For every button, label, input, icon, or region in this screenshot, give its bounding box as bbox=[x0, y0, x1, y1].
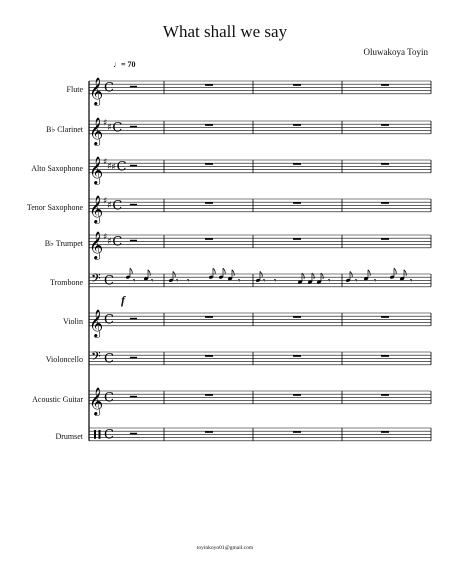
treble-clef-icon: 𝄞 bbox=[89, 308, 104, 337]
whole-rest-icon bbox=[381, 124, 389, 126]
whole-rest-icon bbox=[381, 163, 389, 165]
time-signature-icon: C bbox=[112, 198, 123, 214]
whole-rest-icon bbox=[205, 124, 213, 126]
half-rest-icon bbox=[130, 126, 137, 128]
eighth-rest-icon: 𝄾 bbox=[274, 276, 277, 287]
time-signature-icon: C bbox=[104, 390, 114, 406]
whole-rest-icon bbox=[381, 431, 389, 433]
dynamic-marking: f bbox=[121, 293, 125, 307]
time-signature-icon: C bbox=[116, 159, 127, 175]
half-rest-icon bbox=[130, 165, 137, 167]
whole-rest-icon bbox=[205, 84, 213, 86]
time-signature-icon: C bbox=[112, 120, 123, 136]
quarter-note-icon: ♩ bbox=[113, 60, 121, 69]
time-signature-icon: C bbox=[104, 351, 114, 367]
time-signature-icon: C bbox=[104, 312, 114, 328]
time-signature-icon: C bbox=[104, 273, 114, 289]
tempo-value: = 70 bbox=[121, 60, 136, 69]
staves-group bbox=[89, 77, 431, 443]
whole-rest-icon bbox=[381, 394, 389, 396]
treble-clef-icon: 𝄞 bbox=[89, 155, 104, 184]
treble-clef-icon: 𝄞 bbox=[89, 76, 104, 105]
composer-name: Oluwakoya Toyin bbox=[363, 47, 428, 57]
time-signature-icon: C bbox=[104, 427, 114, 443]
instrument-label-alto-sax: Alto Saxophone bbox=[31, 164, 83, 173]
eighth-rest-icon: 𝄾 bbox=[133, 276, 136, 287]
sharp-icon: ♯ bbox=[107, 200, 112, 211]
instrument-label-drumset: Drumset bbox=[55, 432, 83, 441]
score-title: What shall we say bbox=[162, 22, 288, 41]
eighth-rest-icon: 𝄾 bbox=[151, 276, 154, 287]
whole-rest-icon bbox=[205, 163, 213, 165]
percussion-clef-icon bbox=[99, 430, 101, 439]
whole-rest-icon bbox=[205, 355, 213, 357]
whole-rest-icon bbox=[293, 84, 301, 86]
eighth-rest-icon: 𝄾 bbox=[374, 276, 377, 287]
whole-rest-icon bbox=[293, 202, 301, 204]
whole-rest-icon bbox=[381, 238, 389, 240]
instrument-label-tenor-sax: Tenor Saxophone bbox=[26, 203, 83, 212]
percussion-clef-icon bbox=[94, 430, 96, 439]
whole-rest-icon bbox=[381, 355, 389, 357]
eighth-rest-icon: 𝄾 bbox=[355, 276, 358, 287]
eighth-rest-icon: 𝄾 bbox=[410, 276, 413, 287]
whole-rest-icon bbox=[293, 355, 301, 357]
whole-rest-icon bbox=[381, 202, 389, 204]
half-rest-icon bbox=[130, 240, 137, 242]
eighth-rest-icon: 𝄾 bbox=[263, 276, 266, 287]
bass-clef-icon: 𝄢 bbox=[91, 271, 101, 289]
instrument-label-flute: Flute bbox=[66, 85, 83, 94]
sharp-icon: ♯ bbox=[107, 161, 112, 172]
half-rest-icon bbox=[130, 86, 137, 88]
instrument-label-trombone: Trombone bbox=[49, 278, 83, 287]
sharp-icon: ♯ bbox=[103, 196, 108, 207]
time-signature-icon: C bbox=[104, 80, 114, 96]
treble-clef-icon: 𝄞 bbox=[89, 386, 104, 415]
half-rest-icon bbox=[130, 396, 137, 398]
sharp-icon: ♯ bbox=[103, 157, 108, 168]
bass-clef-icon: 𝄢 bbox=[91, 349, 101, 367]
whole-rest-icon bbox=[293, 163, 301, 165]
half-rest-icon bbox=[130, 318, 137, 320]
whole-rest-icon bbox=[205, 394, 213, 396]
instrument-label-cello: Violoncello bbox=[45, 355, 83, 364]
whole-rest-icon bbox=[205, 431, 213, 433]
half-rest-icon bbox=[130, 357, 137, 359]
sharp-icon: ♯ bbox=[103, 232, 108, 243]
eighth-rest-icon: 𝄾 bbox=[176, 276, 179, 287]
instrument-label-trumpet: B♭ Trumpet bbox=[44, 239, 83, 248]
whole-rest-icon bbox=[381, 84, 389, 86]
instrument-label-guitar: Acoustic Guitar bbox=[32, 395, 83, 404]
footer-email: toyinkoyo01@gmail.com bbox=[196, 545, 254, 551]
whole-rest-icon bbox=[205, 202, 213, 204]
whole-rest-icon bbox=[293, 238, 301, 240]
instrument-label-clarinet: B♭ Clarinet bbox=[46, 125, 83, 134]
half-rest-icon bbox=[130, 433, 137, 435]
whole-rest-icon bbox=[381, 316, 389, 318]
sharp-icon: ♯ bbox=[103, 118, 108, 129]
whole-rest-icon bbox=[205, 316, 213, 318]
half-rest-icon bbox=[130, 204, 137, 206]
treble-clef-icon: 𝄞 bbox=[89, 230, 104, 259]
sharp-icon: ♯ bbox=[107, 122, 112, 133]
whole-rest-icon bbox=[205, 238, 213, 240]
whole-rest-icon bbox=[293, 316, 301, 318]
eighth-rest-icon: 𝄾 bbox=[238, 276, 241, 287]
instrument-label-violin: Violin bbox=[63, 317, 83, 326]
whole-rest-icon bbox=[293, 394, 301, 396]
eighth-rest-icon: 𝄾 bbox=[187, 276, 190, 287]
whole-rest-icon bbox=[293, 124, 301, 126]
time-signature-icon: C bbox=[112, 234, 123, 250]
whole-rest-icon bbox=[293, 431, 301, 433]
sharp-icon: ♯ bbox=[111, 162, 116, 173]
sharp-icon: ♯ bbox=[107, 236, 112, 247]
treble-clef-icon: 𝄞 bbox=[89, 116, 104, 145]
treble-clef-icon: 𝄞 bbox=[89, 194, 104, 223]
eighth-rest-icon: 𝄾 bbox=[328, 276, 331, 287]
